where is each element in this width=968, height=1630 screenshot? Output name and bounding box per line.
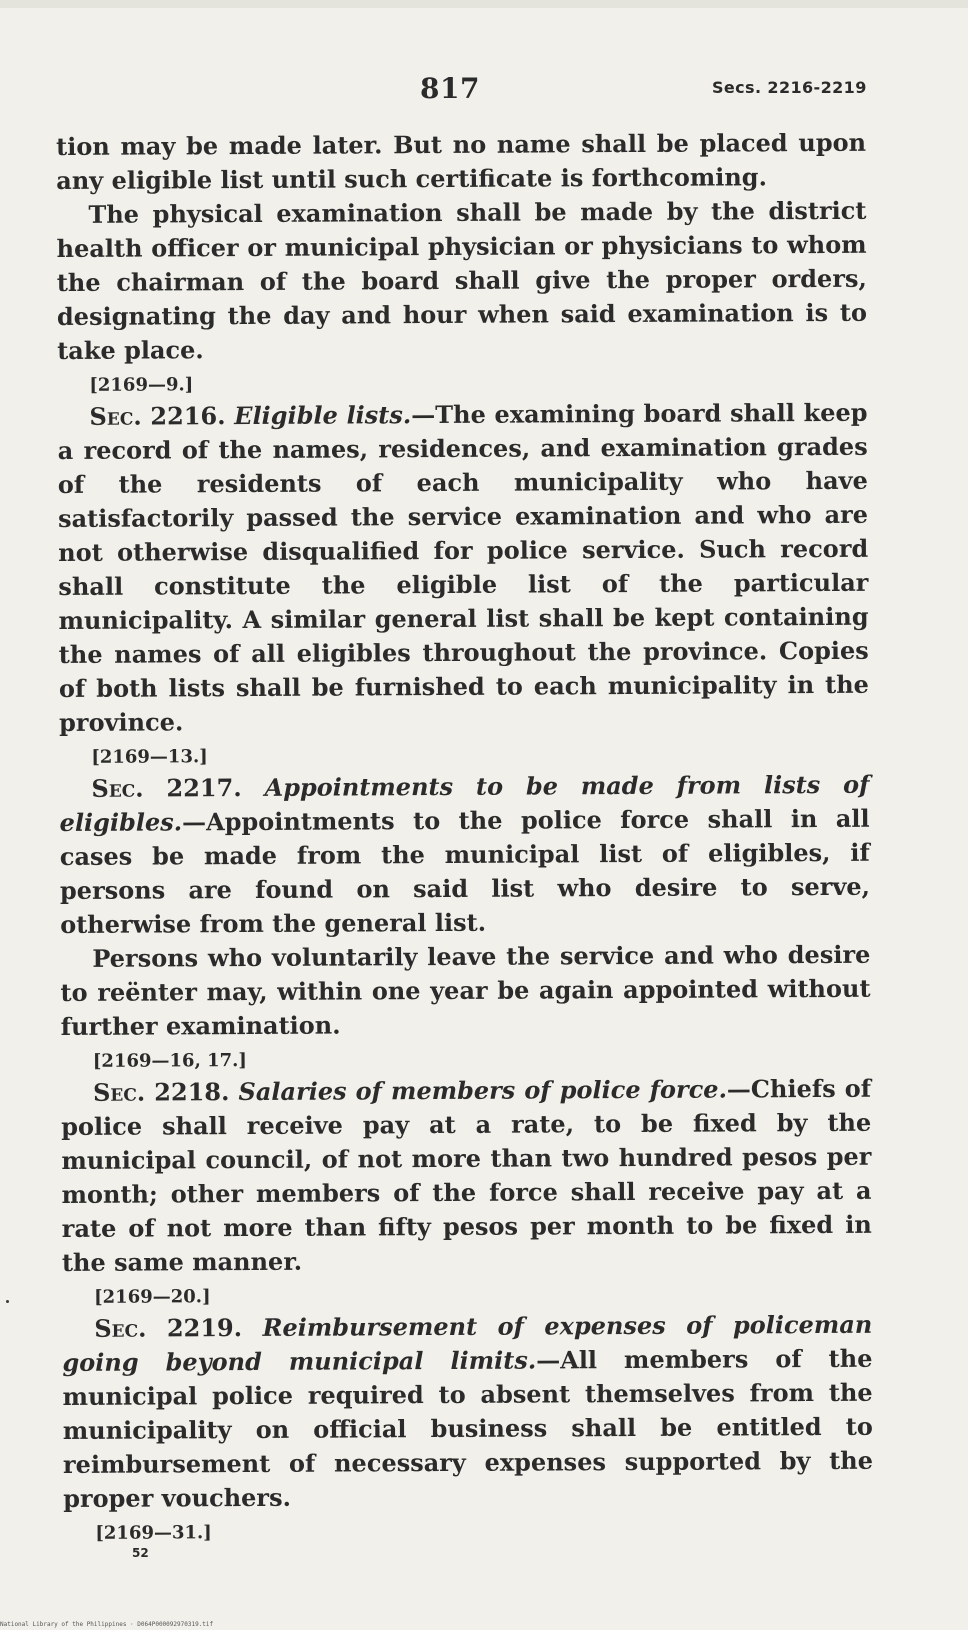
running-header-sections: Secs. 2216-2219 [712,78,867,97]
signature-mark: 52 [132,1546,149,1560]
section-2218 [61,1072,872,1280]
section-number: Sec. 2218. [92,1077,230,1107]
section-2217-reentry-paragraph: Persons who voluntarily leave the service and who desire to reënter may, within one year be again appointed without further examination. [60,939,871,1041]
section-text: —Chiefs of police shall receive pay at a rate, to be fixed by the municipal council, of not more than two hundred pesos per month; other members of the force shall receive pay at a rate of not more than fifty pesos per month to be fixed in the same manner. [61,1073,872,1277]
section-heading: Salaries of members of police force. [238,1074,727,1107]
section-text: —All members of the municipal police required to absent themselves from the municipality on official business shall be entitled to reimbursement of necessary expenses supported by the proper vouchers. [62,1343,874,1513]
page-body [56,126,873,1548]
page-number: 817 [420,72,480,105]
section-text: —Appointments to the police force shall in all cases be made from the municipal list of eligibles, if persons are found on said list who desire to serve, otherwise from the general list. [59,803,871,939]
section-heading: Reimbursement of expenses of policeman going beyond municipal limits. [62,1309,873,1377]
continuation-paragraph: tion may be made later. But no name shall be placed upon any eligible list until such certificate is forthcoming. [56,127,867,195]
section-number: Sec. 2216. [89,401,226,431]
physical-examination-paragraph: The physical examination shall be made by the district health officer or municipal physician or physicians to whom the chairman of the board shall give the proper orders, designating the day and hour when said examination is to take place. [56,195,868,365]
closing-source-reference: [2169—31.] [95,1522,212,1544]
source-reference-2219: [2169—20.] [94,1286,211,1308]
section-2217 [59,768,870,942]
section-number: Sec. 2217. [91,773,242,803]
section-text: —The examining board shall keep a record of the names, residences, and examination grades of the residents of each municipality who have satisfactorily passed the service examination and who are not otherwise disqualified for police service. Such record shall constitute the eligible list of the particular municipality. A similar general list shall be kept containing the names of all eligibles throughout the province. Copies of both lists shall be furnished to each municipality in the province. [57,397,869,737]
section-2216 [57,396,869,740]
section-number: Sec. 2219. [94,1313,243,1343]
source-reference-2217: [2169—13.] [91,746,208,768]
scan-edge [0,0,968,8]
margin-speck [6,1300,9,1303]
section-heading: Appointments to be made from lists of eligibles. [59,769,870,837]
scan-footer: National Library of the Philippines · D064P000092970319.tif [0,1621,214,1628]
section-2219 [62,1308,873,1516]
section-heading: Eligible lists. [234,400,412,431]
source-reference-2216: [2169—9.] [89,374,194,396]
source-reference-2218: [2169—16, 17.] [92,1050,247,1072]
